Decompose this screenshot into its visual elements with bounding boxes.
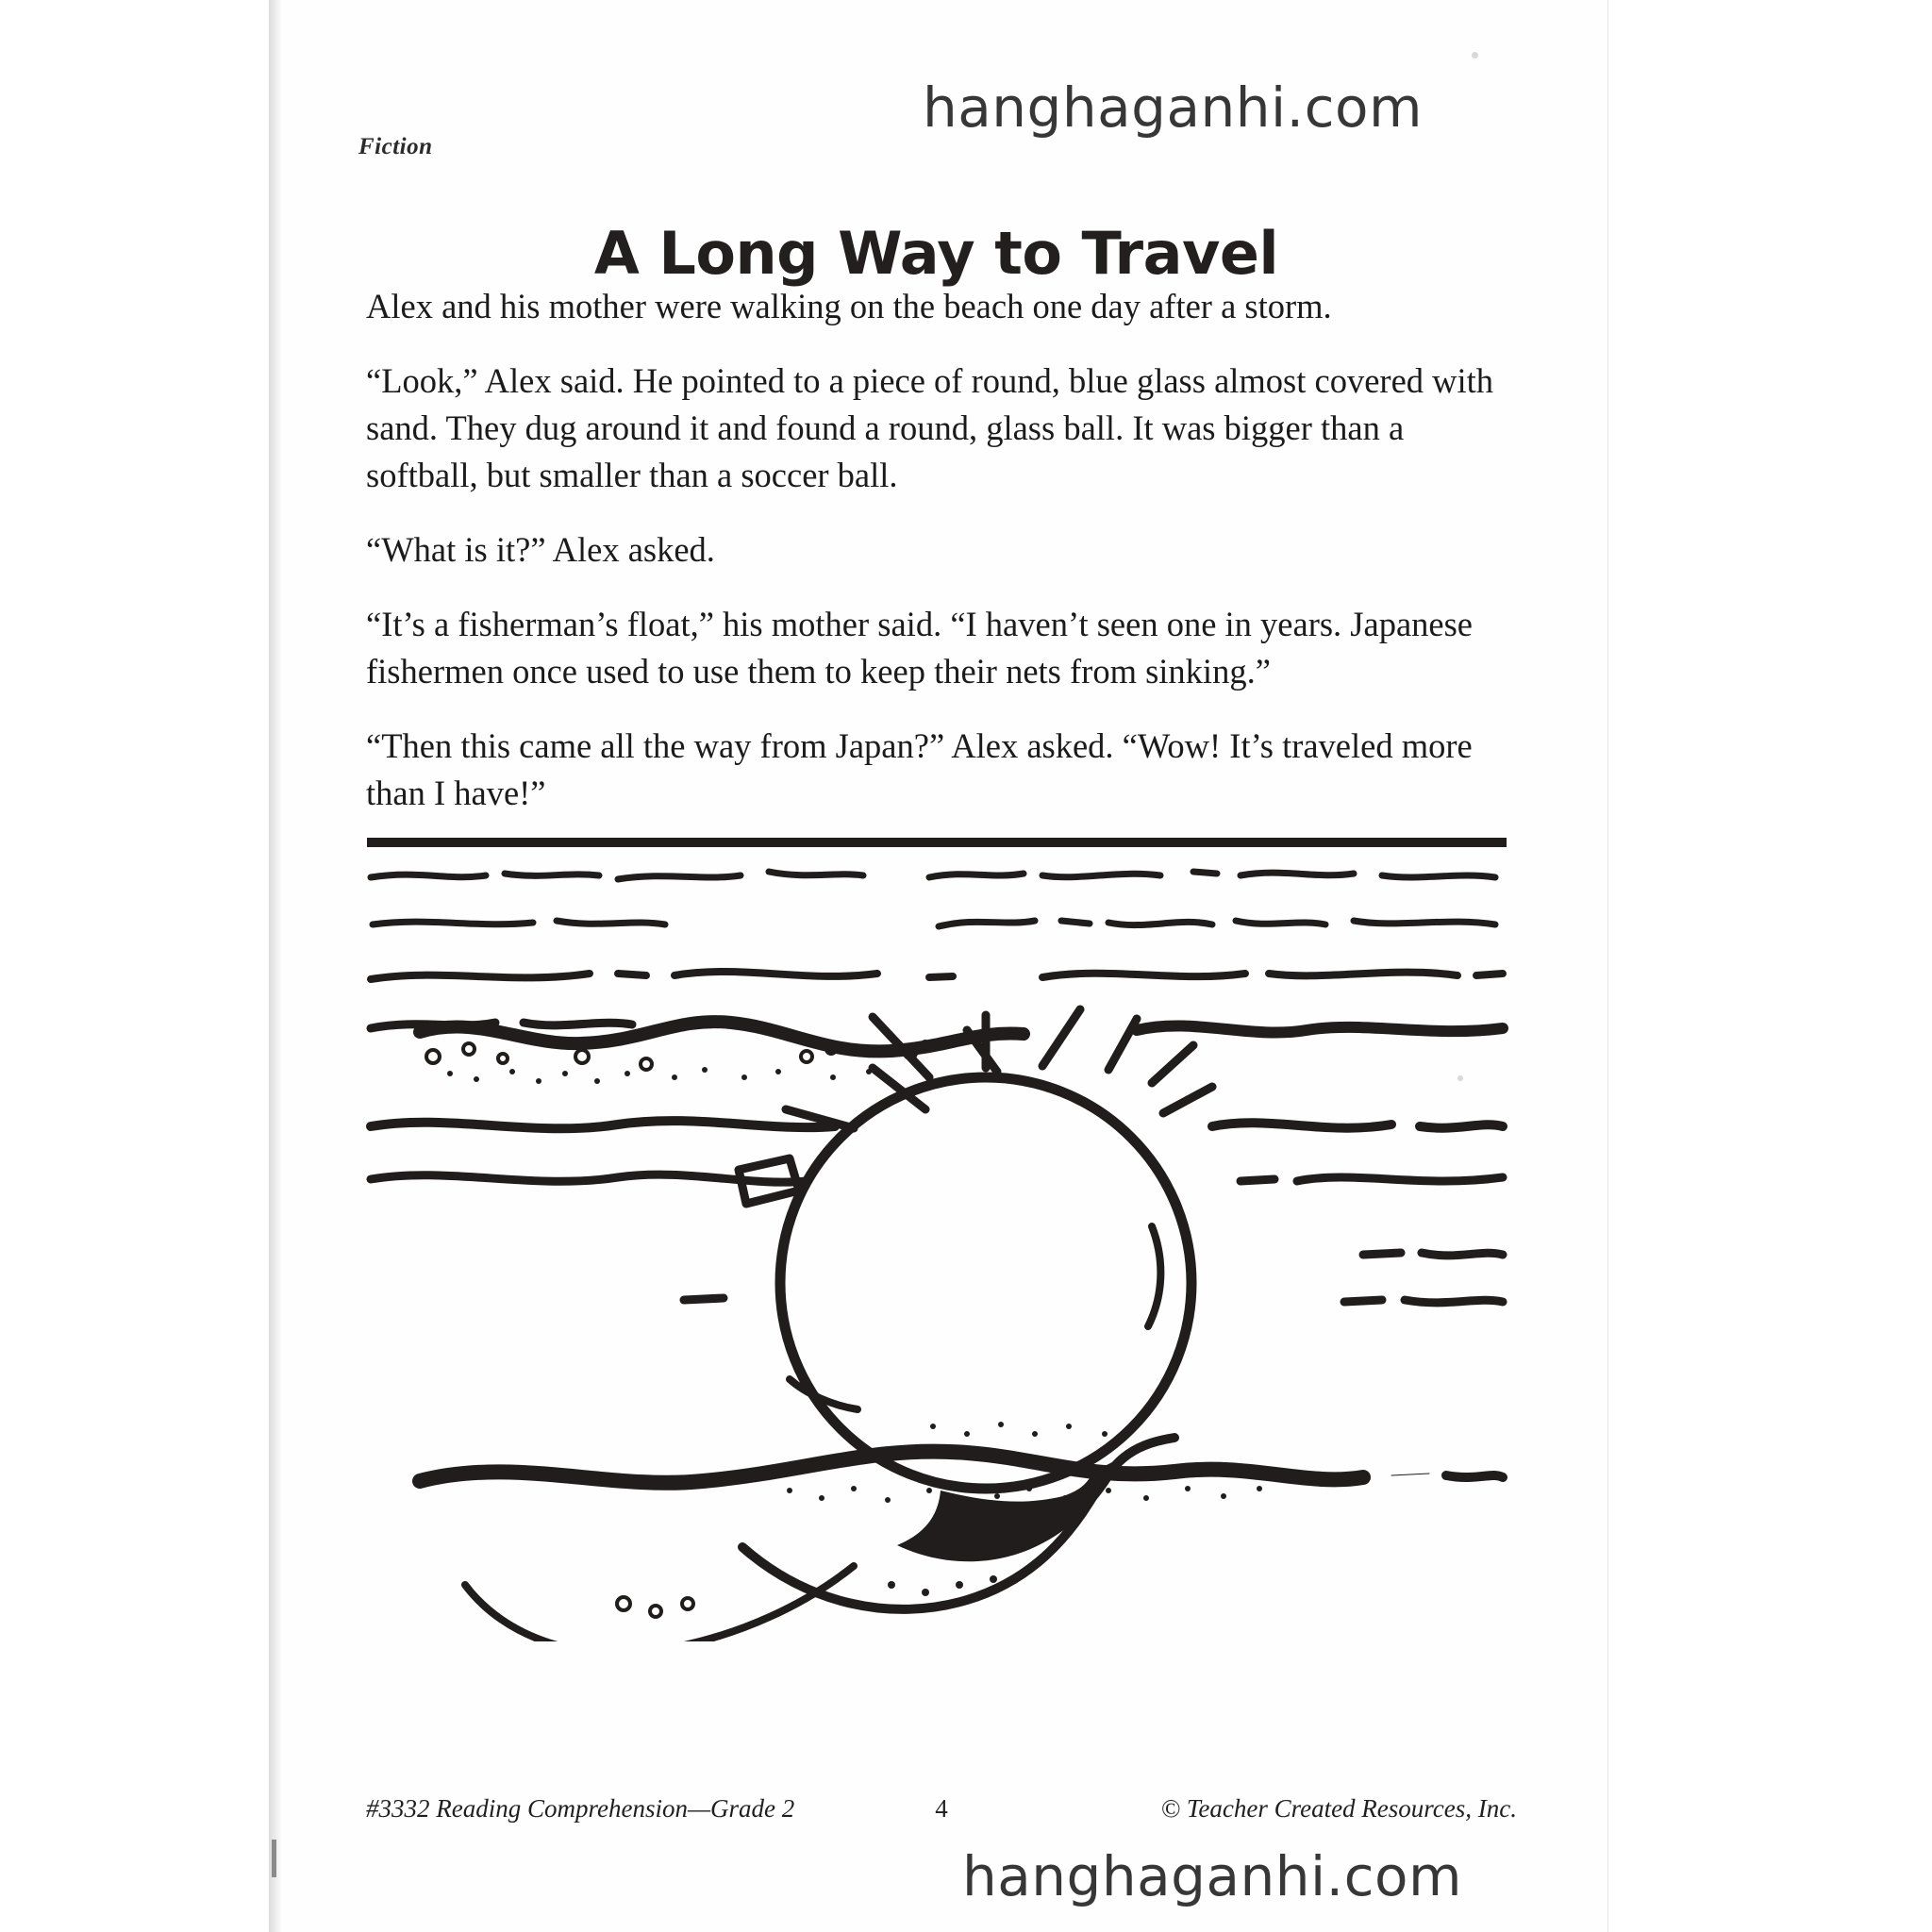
- page-outside-margin: [241, 0, 269, 1932]
- genre-label: Fiction: [358, 134, 433, 159]
- footer-copyright: © Teacher Created Resources, Inc.: [1160, 1794, 1517, 1823]
- story-paragraph: “Then this came all the way from Japan?” Alex asked. “Wow! It’s traveled more than I have!”: [366, 726, 1473, 812]
- footer-left-text: #3332 Reading Comprehension—Grade 2: [366, 1794, 795, 1823]
- footer-page-number: 4: [935, 1794, 948, 1823]
- page-content: [358, 0, 1517, 1932]
- page-gutter-shadow: [269, 0, 282, 1932]
- glass-float-on-beach-line-drawing: [363, 830, 1514, 1641]
- story-paragraph: “Look,” Alex said. He pointed to a piece of round, blue glass almost covered with sand. They dug around it and found a round, glass ball. It was bigger than a softball, but smaller than a soccer ball.: [366, 361, 1494, 494]
- page-edge-mark: [272, 1840, 276, 1877]
- story-paragraph: “It’s a fisherman’s float,” his mother said. “I haven’t seen one in years. Japanese fishermen once used to use them to keep their nets from sinking.”: [366, 605, 1474, 691]
- watermark-top: hanghaganhi.com: [923, 75, 1423, 140]
- story-paragraph: “What is it?” Alex asked.: [366, 530, 715, 569]
- page-footer: [366, 1794, 1517, 1832]
- watermark-bottom: hanghaganhi.com: [962, 1844, 1462, 1908]
- story-body: [366, 283, 1517, 844]
- page-title: A Long Way to Travel: [593, 218, 1279, 288]
- story-paragraph: Alex and his mother were walking on the beach one day after a storm.: [366, 287, 1332, 325]
